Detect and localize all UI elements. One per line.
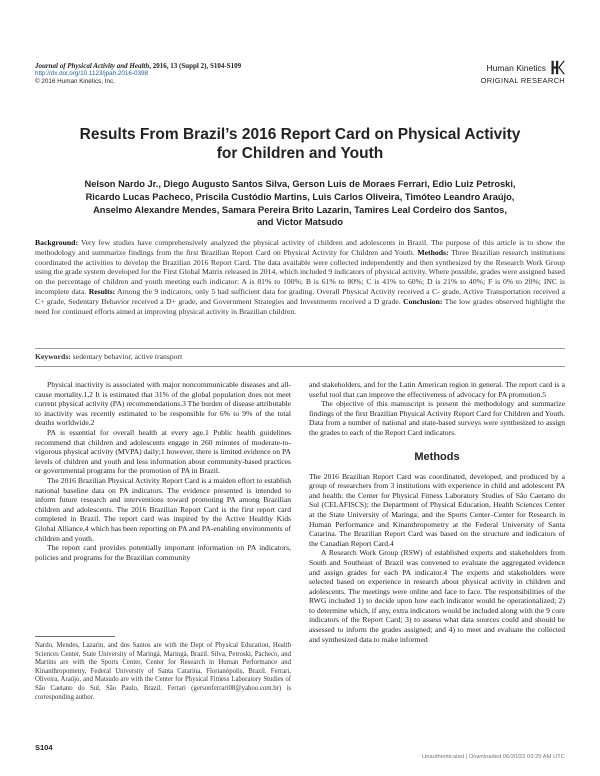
title-line: for Children and Youth [216,145,384,162]
divider [35,348,565,349]
journal-name: Journal of Physical Activity and Health [35,62,150,70]
body-paragraph: The report card provides potentially important information on PA indicators, policies and programs for the Brazilian community [35,543,291,562]
keywords-text: sedentary behavior, active transport [72,352,183,361]
page-number: S104 [35,743,53,752]
download-note: Unauthenticated | Downloaded 06/20/22 03:25 AM UTC [422,754,565,760]
keywords-label: Keywords: [35,352,71,361]
journal-header [35,62,395,86]
copyright: © 2016 Human Kinetics, Inc. [35,78,115,85]
journal-citation [35,62,395,70]
title-line: Results From Brazil’s 2016 Report Card on Physical Activity [79,126,521,143]
abstract-results-label: Results: [88,286,116,296]
body-column-right [309,380,565,644]
publisher-logo-icon [550,60,565,75]
body-paragraph: The 2016 Brazilian Report Card was coordinated, developed, and produced by a group of researchers from 3 institutions with experience in child and adolescent PA and health: the Center for Physical Fitness Laboratory Studies of São Caetano do Sul (CELAFISCS); the Department of Physical Education, Health Sciences Center at the State University of Maringa; and the Sports Center–Center for Research in Human Performance and Kinanthropometry at the Federal University of Santa Catarina. The Brazilian Report Card was based on the structure and indicators of the Canadian Report Card.4 [309,471,565,548]
author-line: Anselmo Alexandre Mendes, Samara Pereira Brito Lazarin, Tamires Leal Cordeiro dos Santos, [93,204,507,215]
body-paragraph: The objective of this manuscript is present the methodology and summarize findings of the first Brazilian Physical Activity Report Card for Children and Youth. Data from a number of national and state-based surveys were synthesized to assign the grades to each of the Report Card indicators. [309,399,565,437]
divider [35,366,565,367]
keywords [35,352,565,362]
abstract-methods: Three Brazilian research institutions coordinated the activities to develop the Brazilian 2016 Report Card. The data available were collected independently and then synthesized by the Research Work Group using the grade system developed for the First Global Matrix released in 2014, which included 9 indicators of physical activity. Where possible, grades were assigned based on the percentage of children and youth meeting each indicator: A is 81% to 100%; B is 61% to 80%; C is 41% to 60%; D is 21% to 40%; F is 0% to 20%; INC is incomplete data. [35,247,566,296]
abstract-methods-label: Methods: [417,247,449,257]
abstract-conclusion-label: Conclusion: [403,296,443,306]
body-paragraph: A Research Work Group (RSW) of established experts and stakeholders from South and Southeast of Brazil was convened to evaluate the aggregated evidence and assign grades for each PA indicator.4 The experts and stakeholders were selected based on experience in research about physical activity in children and adolescents. The meetings were online and face to face. The responsibilities of the RWG included 1) to decide upon how each indicator would be operationalized; 2) to determine which, if any, extra indicators would be included along with the 9 core indicators of the Report Card; 3) to assess what data sources could and should be assessed to inform the grades assigned; and 4) to meet and evaluate the collected and synthesized data to make informed [309,548,565,644]
article-title [60,125,540,163]
body-column-left [35,380,291,562]
abstract [35,238,565,316]
author-affiliations: Nardo, Mendes, Lazarin, and dos Santos are with the Dept of Physical Education, Health Sciences Center, State University of Maringá, Maringá, Brazil. Silva, Petroski, Pacheco, and Martins are with the Sports Center, Center for Research in Human Performance and Kinanthropometry, Federal University of Santa Catarina, Florianópolis, Brazil. Ferrari, Oliveira, Araújo, and Matsudo are with the Center for Physical Fitness Laboratory Studies of São Caetano do Sul, São Paulo, Brazil. Ferrari (gersonferrari08@yahoo.com.br) is corresponding author. [35,642,291,701]
body-paragraph: PA is essential for overall health at every age.1 Public health guidelines recommend that children and adolescents engage in 260 minutes of moderate-to-vigorous physical activity (MVPA) daily;1 however, there is limited evidence on PA levels of children and youth and less information about community-based practices or governmental programs for the promotion of PA in Brazil. [35,427,292,476]
abstract-background: Very few studies have comprehensively analyzed the physical activity of children and adolescents in Brazil. The purpose of this article is to show the methodology and summarize findings from the first Brazilian Report Card on Physical Activity for Children and Youth. [35,238,565,257]
abstract-conclusion: The low grades observed highlight the need for continued efforts aimed at improving physical activity in Brazilian children. [35,296,565,316]
body-paragraph: Physical inactivity is associated with major noncommunicable diseases and all-cause mortality.1,2 It is estimated that 31% of the global population does not meet current physical activity (PA) recommendations.3 The burden of disease attributable to inactivity was recently estimated to be responsible for 6% to 9% of the total deaths worldwide.2 [35,380,292,428]
article-type: ORIGINAL RESEARCH [480,76,565,85]
abstract-results: Among the 9 indicators, only 5 had sufficient data for grading. Overall Physical Activity received a C- grade, Active Transportation received a C+ grade, Sedentary Behavior received a D+ grade, and Government Strategies and Investments received a D grade. [35,286,566,306]
author-list [70,178,530,229]
author-line: Nelson Nardo Jr., Diego Augusto Santos Silva, Gerson Luis de Moraes Ferrari, Edio Luiz Petroski, [84,179,516,189]
abstract-background-label: Background: [35,238,79,247]
publisher-block [481,60,565,85]
journal-issue: , 2016, 13 (Suppl 2), S104-S109 [149,62,242,70]
author-line: and Victor Matsudo [256,217,344,228]
methods-heading: Methods [414,450,460,463]
body-paragraph: The 2016 Brazilian Physical Activity Report Card is a maiden effort to establish national baseline data on PA indicators. The evidence presented is intended to inform future research and interventions toward promoting PA among Brazilian children and adolescents. The 2016 Brazilian Report Card is the first report card completed in Brazil. The report card was inspired by the Active Healthy Kids Global Alliance,4 which has been reporting on PA and PA-enabling environments of children and youth. [35,475,291,543]
footnote-divider [35,636,115,637]
publisher-name: Human Kinetics [486,62,546,73]
body-paragraph: and stakeholders, and for the Latin American region in general. The report card is a useful tool that can improve the effectiveness of advocacy for PA promotion.5 [309,380,565,399]
doi-link[interactable]: http://dx.doi.org/10.1123/jpah.2016-0398 [35,70,148,77]
author-line: Ricardo Lucas Pacheco, Priscila Custódio Martins, Luis Carlos Oliveira, Timóteo Leandro Araújo, [85,191,515,202]
